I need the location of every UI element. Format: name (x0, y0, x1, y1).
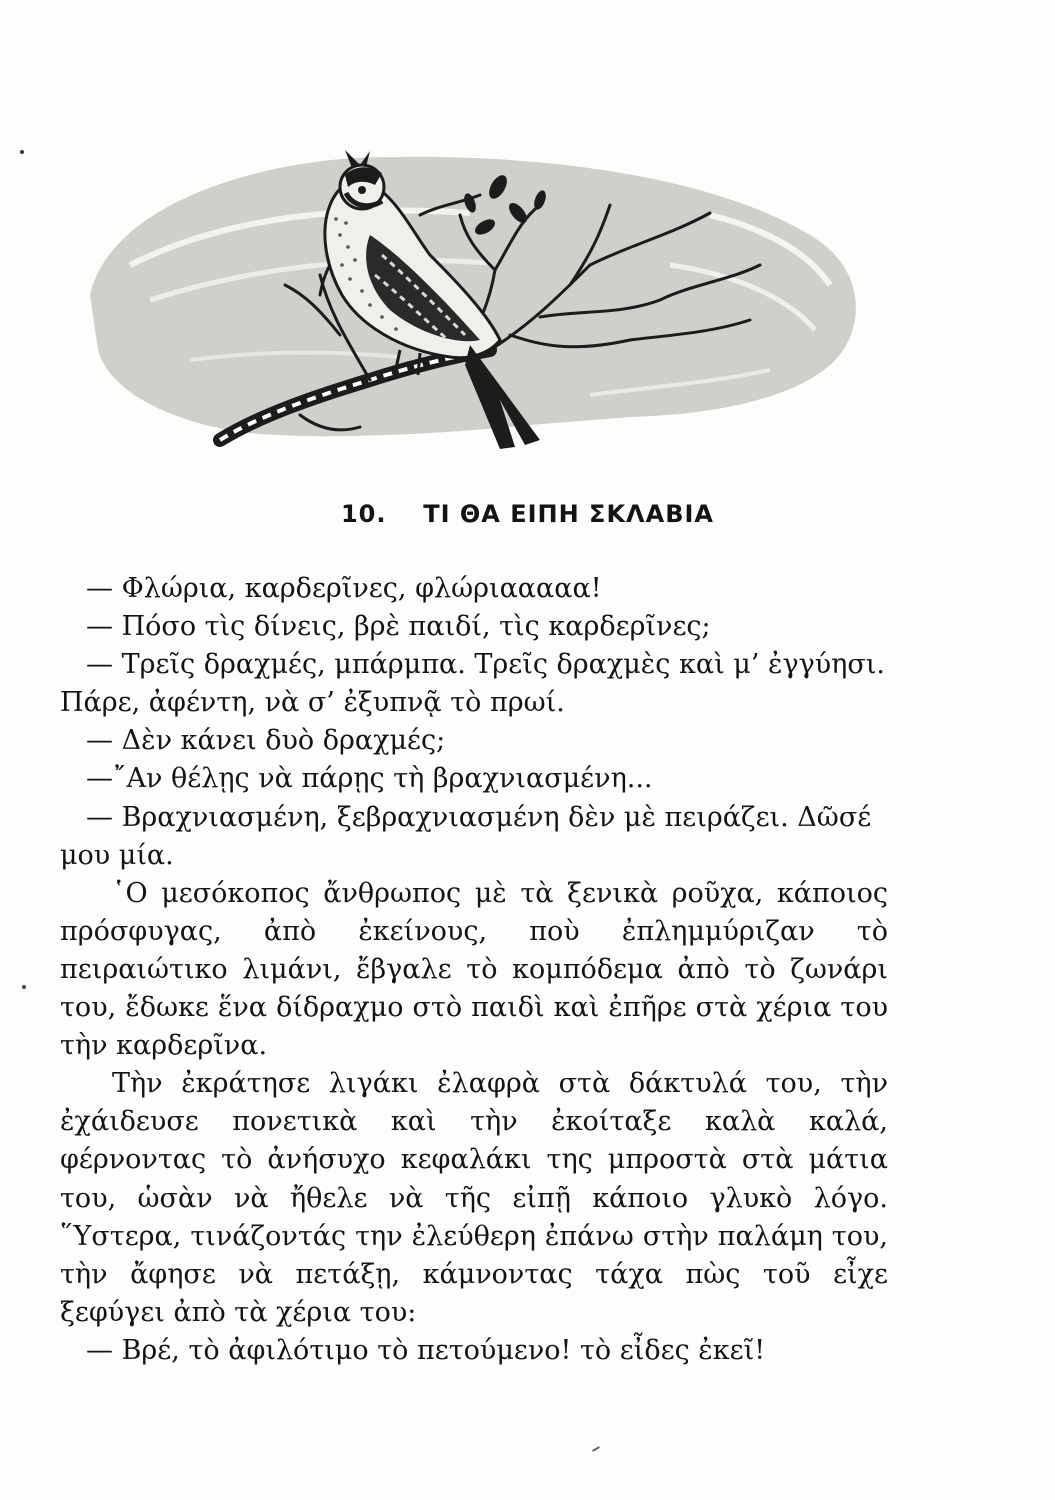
print-speck (20, 150, 24, 154)
dialog-line: — Δὲν κάνει δυὸ δραχμές; (86, 725, 446, 757)
print-speck (592, 1446, 600, 1452)
chapter-number: 10. (340, 500, 387, 528)
chapter-title-text: ΤΙ ΘΑ ΕΙΠΗ ΣΚΛΑΒΙΑ (423, 500, 714, 528)
dialog-line: — Βραχνιασμένη, ξεβραχνιασμένη δὲν μὲ πειράζει. Δῶσέ μου μία. (60, 801, 872, 871)
dialog-line: — Τρεῖς δραχμές, μπάρμπα. Τρεῖς δραχμὲς καὶ μ’ ἐγγύησι. Πάρε, ἀφέντη, νὰ σ’ ἐξυπνᾷ τὸ πρωί. (60, 649, 885, 719)
narrative-paragraph: ῾Ο μεσόκοπος ἄνθρωπος μὲ τὰ ξενικὰ ροῦχα, κάποιος πρόσφυγας, ἀπὸ ἐκείνους, ποὺ ἐπλημμύριζαν τὸ πειραιώτικο λιμάνι, ἔβγαλε τὸ κομπόδεμα ἀπὸ τὸ ζωνάρι του, ἔδωκε ἕνα δίδραχμο στὸ παιδὶ καὶ ἐπῆρε στὰ χέρια του τὴν καρδερῖνα. (60, 877, 888, 1062)
chapter-title (0, 500, 1055, 528)
dialog-line: — Βρέ, τὸ ἀφιλότιμο τὸ πετούμενο! τὸ εἶδες ἐκεῖ! (86, 1334, 766, 1366)
story-text (60, 570, 888, 1370)
dialog-line: — Πόσο τὶς δίνεις, βρὲ παιδί, τὶς καρδερῖνες; (86, 611, 711, 643)
goldfinch-on-branch-icon (70, 95, 870, 475)
dialog-line: — Φλώρια, καρδερῖνες, φλώριααααα! (86, 573, 602, 604)
narrative-paragraph: Τὴν ἐκράτησε λιγάκι ἐλαφρὰ στὰ δάκτυλά του, τὴν ἐχάιδευσε πονετικὰ καὶ τὴν ἐκοίταξε καλὰ καλά, φέρνοντας τὸ ἀνήσυχο κεφαλάκι της μπροστὰ στὰ μάτια του, ὡσὰν νὰ ἤθελε νὰ τῆς εἰπῇ κάποιο γλυκὸ λόγο. ῞Υστερα, τινάζοντάς την ἐλεύθερη ἐπάνω στὴν παλάμη του, τὴν ἄφησε νὰ πετάξῃ, κάμνοντας τάχα πὼς τοῦ εἶχε ξεφύγει ἀπὸ τὰ χέρια του: (60, 1068, 888, 1328)
dialog-line: —῎Αν θέλῃς νὰ πάρῃς τὴ βραχνιασμένη... (86, 763, 653, 795)
print-speck (22, 985, 26, 989)
